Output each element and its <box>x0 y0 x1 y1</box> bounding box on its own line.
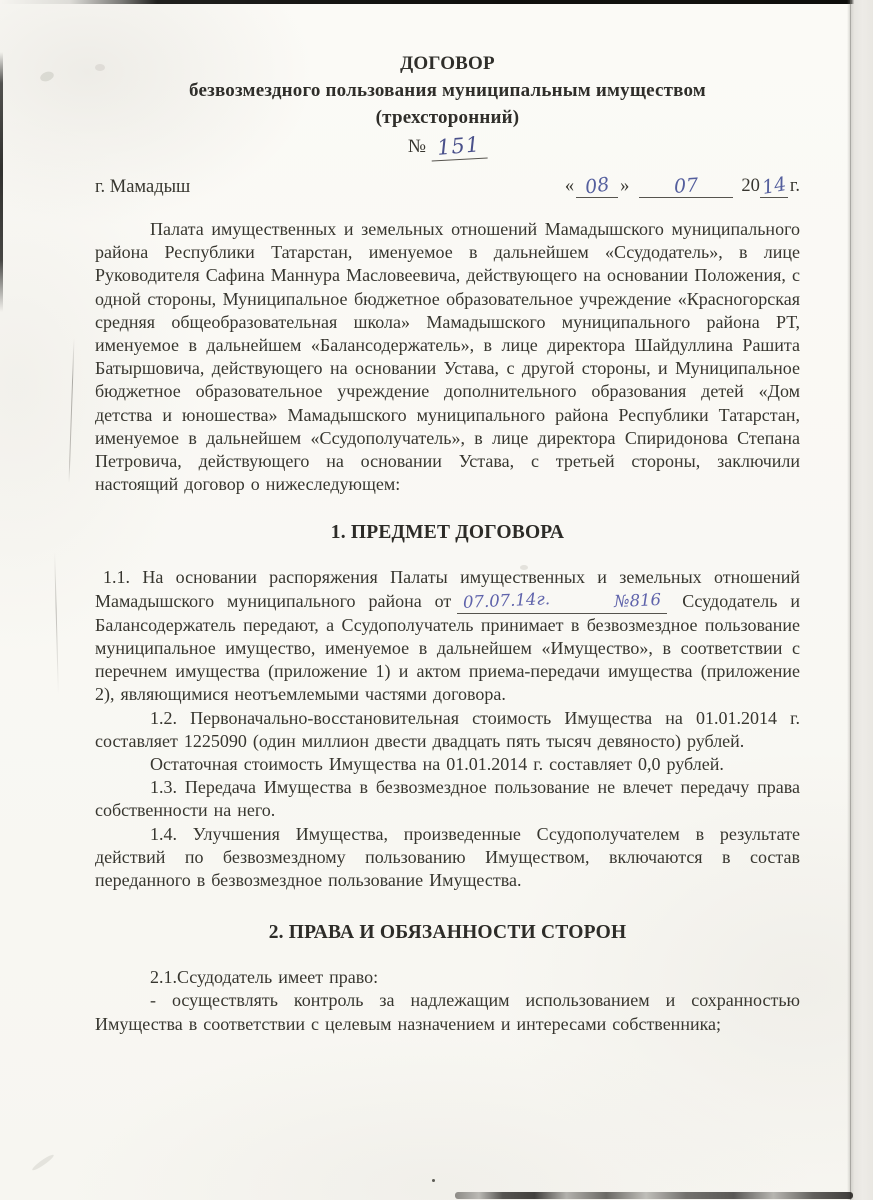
date-month-blank <box>639 174 733 198</box>
clause-2-1-item: - осуществлять контроль за надлежащим использованием и сохранностью Имущества в соответствии с целевым назначением и интересами собственника; <box>95 990 800 1034</box>
contract-number-line <box>95 133 800 160</box>
paper-smudge <box>31 1153 55 1172</box>
document-subtitle: безвозмездного пользования муниципальным имуществом <box>189 80 706 101</box>
paper-right-edge-line <box>850 0 851 1200</box>
clause-1-3: 1.3. Передача Имущества в безвозмездное пользование не влечет передачу права собственности на него. <box>95 777 800 821</box>
clause-1-2-residual: Остаточная стоимость Имущества на 01.01.2014 г. составляет 0,0 рублей. <box>150 754 724 775</box>
clause-2-1: 2.1.Ссудодатель имеет право: <box>150 967 379 988</box>
scan-left-edge-shadow <box>0 52 3 312</box>
date-month-handwritten: 07 <box>673 174 700 198</box>
clause-1-2: 1.2. Первоначально-восстановительная стоимость Имущества на 01.01.2014 г. составляет 1225090 (один миллион двести двадцать пять тысяч девяносто) рублей. <box>95 707 800 751</box>
number-label: № <box>407 136 427 157</box>
paper-smudge <box>39 70 55 83</box>
document-subtitle-type: (трехсторонний) <box>375 107 520 128</box>
date-group <box>565 174 800 198</box>
date-quote-close: » <box>620 176 630 196</box>
date-year-handwritten: 14 <box>760 173 788 199</box>
city-label: г. Мамадыш <box>95 177 191 197</box>
paper-scratch-mark <box>68 338 74 483</box>
clause-1-4: 1.4. Улучшения Имущества, произведенные Ссудополучателем в результате действий по безвозмездному пользованию Имуществом, включаются в состав переданного в безвозмездное пользование Имущества. <box>95 823 800 891</box>
clause-1-1-handwritten-date: 07.07.14г. <box>462 588 551 612</box>
date-day-handwritten: 08 <box>583 173 611 199</box>
clause-1-1 <box>95 566 800 706</box>
clause-1-1-blank <box>457 590 667 614</box>
scan-bottom-shadow-band <box>455 1192 853 1199</box>
contract-number-handwritten: 151 <box>436 132 482 160</box>
contract-number-blank <box>430 132 487 162</box>
date-day-blank <box>576 174 618 198</box>
paper-scratch-mark <box>54 552 59 694</box>
document-content <box>95 50 800 1036</box>
document-title: ДОГОВОР <box>400 53 495 74</box>
date-suffix: г. <box>789 176 800 196</box>
date-year-blank <box>760 174 788 198</box>
section-1-heading: 1. ПРЕДМЕТ ДОГОВОРА <box>330 522 565 544</box>
date-century: 20 <box>741 176 760 196</box>
clause-1-1-text-before: 1.1. На основании распоряжения Палаты имущественных и земельных отношений Мамадышского муниципального района от <box>95 567 800 611</box>
city-date-row <box>95 174 800 198</box>
scan-top-edge-shadow <box>0 0 873 4</box>
clause-1-1-text-after: Ссудодатель и Балансодержатель передают, а Ссудополучатель принимает в безвозмездное пользование муниципальное имущество, именуемое в дальнейшем «Имущество», в соответствии с перечнем имущества (приложение 1) и актом приема-передачи имущества (приложение 2), являющимися неотъемлемыми частями договора. <box>95 590 800 705</box>
ink-speck <box>432 1179 435 1182</box>
preamble-paragraph: Палата имущественных и земельных отношений Мамадышского муниципального района Республики Татарстан, именуемое в дальнейшем «Ссудодатель», в лице Руководителя Сафина Маннура Масловеевича, действующего на основании Положения, с одной стороны, Муниципальное бюджетное образовательное учреждение «Красногорская средняя общеобразовательная школа» Мамадышского муниципального района РТ, именуемое в дальнейшем «Балансодержатель», в лице директора Шайдуллина Рашита Батыршовича, действующего на основании Устава, с другой стороны, и Муниципальное бюджетное образовательное учреждение дополнительного образования детей «Дом детства и юношества» Мамадышского муниципального района Республики Татарстан, именуемое в дальнейшем «Ссудополучатель», в лице директора Спиридонова Степана Петровича, действующего на основании Устава, с третьей стороны, заключили настоящий договор о нижеследующем: <box>95 219 800 495</box>
clause-1-1-handwritten-number: №816 <box>613 589 662 611</box>
section-2-heading: 2. ПРАВА И ОБЯЗАННОСТИ СТОРОН <box>268 922 627 944</box>
date-quote-open: « <box>564 176 575 196</box>
